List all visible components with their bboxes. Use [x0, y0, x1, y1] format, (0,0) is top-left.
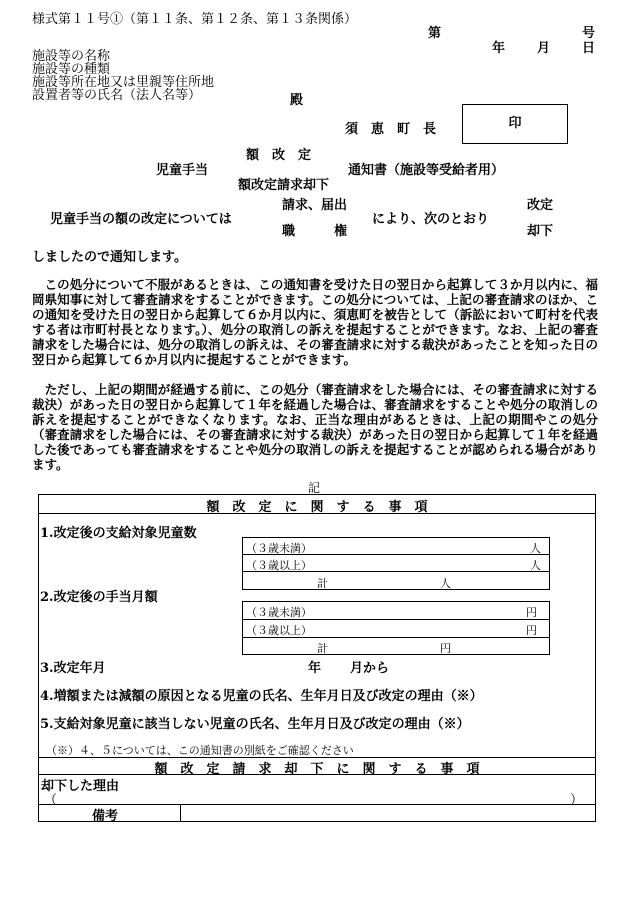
seal-box — [462, 104, 568, 144]
date-year: 年 — [492, 41, 506, 56]
amount-under3-unit: 円 — [526, 606, 537, 619]
number-dai: 第 — [428, 26, 442, 41]
children-under3-unit: 人 — [530, 542, 541, 555]
revision-header: 額 改 定 に 関 す る 事 項 — [206, 500, 428, 515]
appeal-notice-1: この処分について不服があるときは、この通知書を受けた日の翌日から起算して３か月以内に、福岡県知事に対して審査請求をすることができます。この処分については、上記の審査請求のほか、この通知を受けた日の翌日から起算して６か月以内に、須恵町を被告として（訴訟において町村を代表する者は市町村長となります。）、処分の取消しの訴えを提起することができます。なお、上記の審査請求をした場合には、処分の取消しの訴えは、その審査請求に対する裁決があったことを知った日の翌日から起算して６か月以内に提起することができます。 — [32, 277, 598, 367]
item3-label: 3.改定年月 — [40, 661, 106, 676]
item1-label: 1.改定後の支給対象児童数 — [40, 526, 197, 541]
result-revision: 改定 — [527, 198, 554, 213]
attachment-note: （※）４、５については、この通知書の別紙をご確認ください — [46, 744, 354, 757]
remarks-label: 備考 — [92, 809, 119, 824]
rejection-header: 額 改 定 請 求 却 下 に 関 す る 事 項 — [154, 762, 480, 777]
amount-over3-label: （３歳以上） — [246, 624, 312, 637]
revision-year-unit: 年 — [308, 661, 322, 676]
amount-total-unit: 円 — [440, 642, 451, 655]
form-number: 様式第１１号①（第１１条、第１２条、第１３条関係） — [32, 12, 358, 27]
amount-over3-unit: 円 — [526, 624, 537, 637]
children-over3-unit: 人 — [530, 559, 541, 572]
title-rejection: 額改定請求却下 — [238, 178, 330, 193]
statement-lead: 児童手当の額の改定については — [50, 212, 232, 227]
founder-name-label: 設置者等の氏名（法人名等） — [32, 88, 202, 103]
rejection-reason-label: 却下した理由 — [41, 779, 120, 794]
title-revision: 額 改 定 — [246, 148, 312, 163]
children-over3-label: （３歳以上） — [246, 559, 312, 572]
revision-month-unit: 月から — [350, 661, 390, 676]
date-month: 月 — [537, 41, 551, 56]
option-request: 請求、届出 — [282, 198, 348, 213]
remarks-divider — [38, 804, 596, 805]
facility-address-label: 施設等所在地又は里親等住所地 — [32, 75, 215, 90]
item4-label: 4.増額または減額の原因となる児童の氏名、生年月日及び改定の理由（※） — [40, 689, 483, 704]
seal-label: 印 — [508, 116, 522, 131]
item5-label: 5.支給対象児童に該当しない児童の氏名、生年月日及び改定の理由（※） — [40, 717, 470, 732]
amount-under3-label: （３歳未満） — [246, 606, 312, 619]
statement-middle: により、次のとおり — [372, 212, 490, 227]
rejection-header-divider — [38, 774, 596, 775]
item2-label: 2.改定後の手当月額 — [40, 590, 158, 605]
appeal-notice-2: ただし、上記の期間が経過する前に、この処分（審査請求をした場合には、その審査請求に対する裁決）があった日の翌日から起算して１年を経過した場合は、審査請求をすることや処分の取消しの訴えを提起することができなくなります。なお、正当な理由があるときは、上記の期間やこの処分（審査請求をした場合には、その審査請求に対する裁決）があった日の翌日から起算して１年を経過した後であっても審査請求をすることや処分の取消しの訴えを提起することが認められる場合があります。 — [32, 382, 598, 472]
option-ex-officio: 職 権 — [282, 224, 348, 239]
remarks-column-divider — [180, 804, 181, 822]
title-left: 児童手当 — [156, 163, 209, 178]
reason-paren-close: ） — [570, 793, 584, 808]
dono: 殿 — [290, 93, 304, 108]
children-total-label: 計 — [317, 577, 328, 590]
reason-paren-open: （ — [44, 793, 58, 808]
recipient-block — [32, 50, 214, 102]
facility-name-label: 施設等の名称 — [32, 49, 111, 64]
revision-header-divider — [38, 513, 596, 514]
amount-total-label: 計 — [317, 642, 328, 655]
title-right: 通知書（施設等受給者用） — [348, 163, 505, 178]
ki-label: 記 — [308, 481, 321, 495]
children-total-unit: 人 — [440, 577, 451, 590]
date-day: 日 — [582, 41, 596, 56]
facility-type-label: 施設等の種類 — [32, 62, 111, 77]
statement-closing: しましたので通知します。 — [32, 250, 187, 265]
children-under3-label: （３歳未満） — [246, 542, 312, 555]
number-go: 号 — [582, 26, 596, 41]
result-rejection: 却下 — [527, 224, 554, 239]
mayor-label: 須 恵 町 長 — [345, 122, 437, 137]
